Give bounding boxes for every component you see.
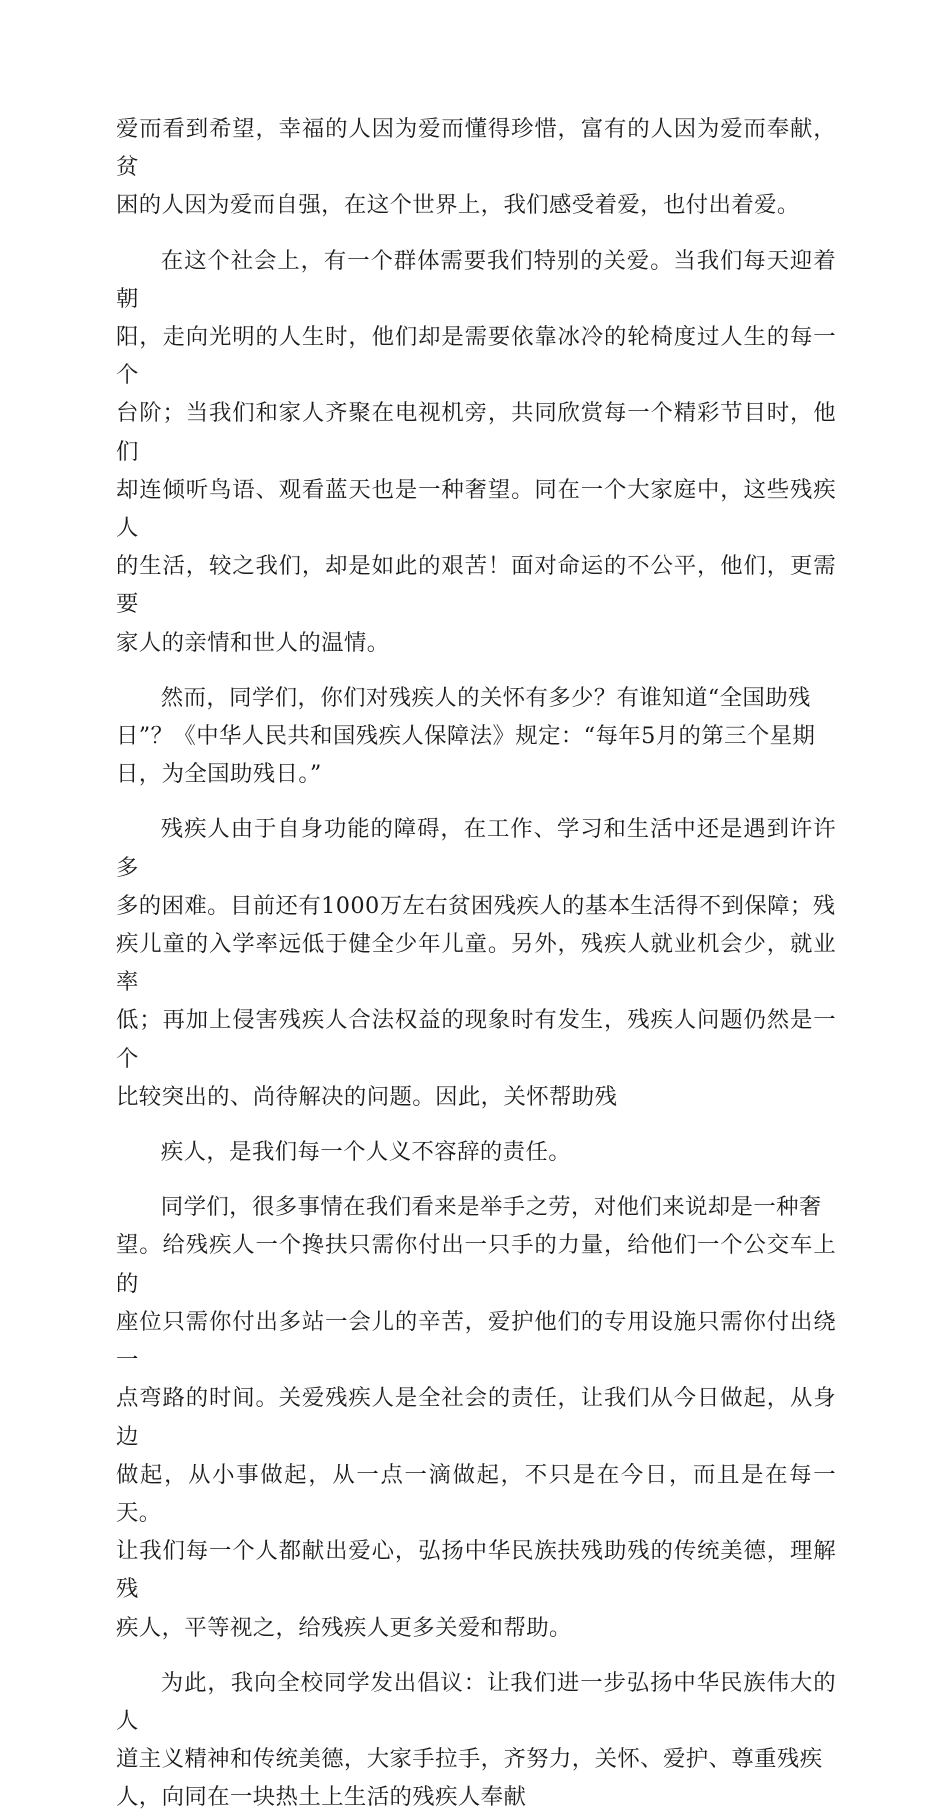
paragraph-6: 同学们，很多事情在我们看来是举手之劳，对他们来说却是一种奢 望。给残疾人一个搀扶只需你付出一只手的力量，给他们一个公交车上的 座位只需你付出多站一会儿的辛苦，爱护他们的专用设施只需你付出绕一 点弯路的时间。关爱残疾人是全社会的责任，让我们从今日做起，从身边 做起，从小事做起，从一点一滴做起，不只是在今日，而且是在每一天。 让我们每一个人都献出爱心，弘扬中华民族扶残助残的传统美德，理解残 疾人，平等视之，给残疾人更多关爱和帮助。 <box>116 1194 836 1641</box>
paragraph-3: 然而，同学们，你们对残疾人的关怀有多少？有谁知道“全国助残 日”？《中华人民共和国残疾人保障法》规定：“每年5月的第三个星期 日，为全国助残日。” <box>116 684 816 788</box>
paragraph-gap <box>116 662 836 679</box>
paragraph-gap <box>116 1647 836 1664</box>
paragraph-gap <box>116 793 836 810</box>
paragraph-gap <box>116 1116 836 1133</box>
document-page <box>116 110 836 1817</box>
paragraph-4: 残疾人由于自身功能的障碍，在工作、学习和生活中还是遇到许许多 多的困难。目前还有1000万左右贫困残疾人的基本生活得不到保障；残 疾儿童的入学率远低于健全少年儿童。另外，残疾人就业机会少，就业率 低；再加上侵害残疾人合法权益的现象时有发生，残疾人问题仍然是一个 比较突出的、尚待解决的问题。因此，关怀帮助残 <box>116 816 836 1110</box>
paragraph-gap <box>116 1171 836 1188</box>
paragraph-7: 为此，我向全校同学发出倡议：让我们进一步弘扬中华民族伟大的人 道主义精神和传统美德，大家手拉手，齐努力，关怀、爱护、尊重残疾 人，向同在一块热土上生活的残疾人奉献 <box>116 1669 836 1811</box>
paragraph-5: 疾人，是我们每一个人义不容辞的责任。 <box>160 1139 572 1166</box>
paragraph-gap <box>116 225 836 242</box>
paragraph-1: 爱而看到希望，幸福的人因为爱而懂得珍惜，富有的人因为爱而奉献，贫 困的人因为爱而自强，在这个世界上，我们感受着爱，也付出着爱。 <box>116 116 836 219</box>
paragraph-2: 在这个社会上，有一个群体需要我们特别的关爱。当我们每天迎着朝 阳，走向光明的人生时，他们却是需要依靠冰冷的轮椅度过人生的每一个 台阶；当我们和家人齐聚在电视机旁，共同欣赏每一个精彩节目时，他们 却连倾听鸟语、观看蓝天也是一种奢望。同在一个大家庭中，这些残疾人 的生活，较之我们，却是如此的艰苦！面对命运的不公平，他们，更需要 家人的亲情和世人的温情。 <box>116 247 836 656</box>
